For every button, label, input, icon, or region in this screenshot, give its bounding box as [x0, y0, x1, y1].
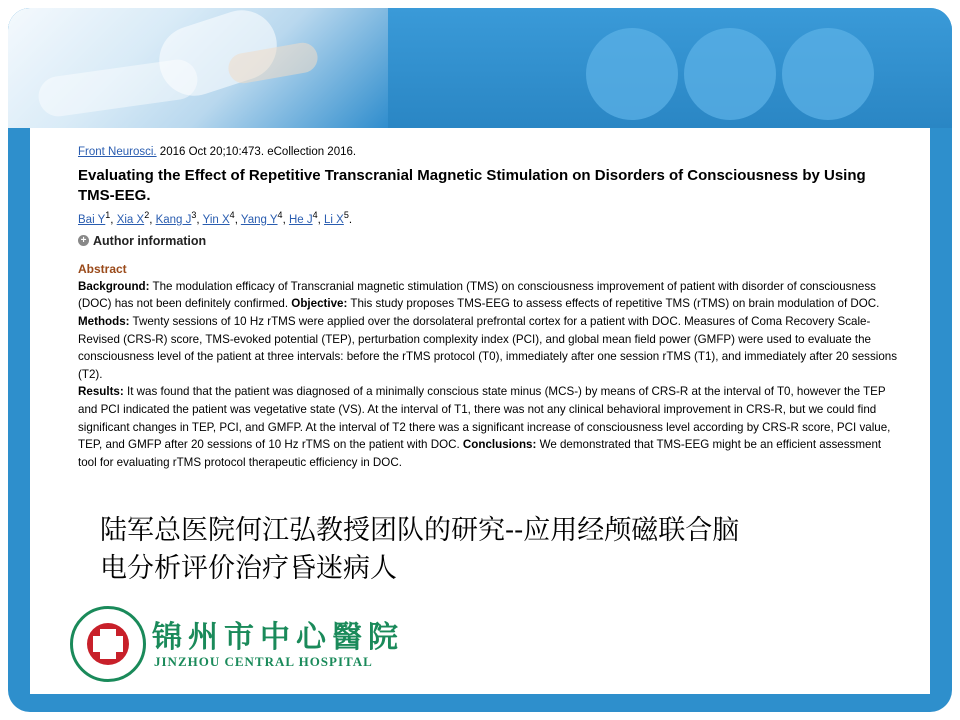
citation-text: 2016 Oct 20;10:473. eCollection 2016.	[156, 146, 357, 158]
background-text: The modulation efficacy of Transcranial magnetic stimulation (TMS) on consciousness improvement of patient with disorder of consciousness (DOC) has not been definitely confirmed.	[78, 279, 876, 311]
author-link[interactable]: Kang J	[155, 213, 192, 226]
author-affiliation: 4	[229, 210, 235, 220]
author-link[interactable]: Yin X	[202, 213, 230, 226]
cross-icon	[93, 636, 123, 652]
paper-title: Evaluating the Effect of Repetitive Transcranial Magnetic Stimulation on Disorders of Consciousness by Using TMS-EEG.	[78, 167, 866, 204]
author-link[interactable]: Xia X	[116, 213, 145, 226]
hospital-name-chinese: 锦州市中心醫院	[152, 620, 404, 655]
header-banner	[8, 8, 952, 128]
caption-line-2: 电分析评价治疗昏迷病人	[100, 553, 397, 584]
paper-screenshot	[78, 146, 898, 471]
slide-frame	[8, 8, 952, 712]
author-link[interactable]: He J	[288, 213, 313, 226]
author-information-label: Author information	[93, 233, 207, 248]
expand-plus-icon[interactable]: +	[78, 235, 89, 246]
chinese-caption	[100, 512, 900, 588]
author-affiliation: 4	[312, 210, 318, 220]
background-label: Background:	[78, 279, 150, 293]
author-information-toggle[interactable]	[78, 234, 898, 248]
caption-line-1: 陆军总医院何江弘教授团队的研究--应用经颅磁联合脑	[100, 515, 740, 546]
journal-link[interactable]: Front Neurosci.	[78, 146, 157, 158]
methods-text: Twenty sessions of 10 Hz rTMS were applied over the dorsolateral prefrontal cortex for a patient with DOC. Measures of Coma Recovery Scale-Revised (CRS-R) score, TMS-evoked potential (TEP), perturbation complexity index (PCI), and global mean field power (GMFP) were used to evaluate the consciousness level of the patient at three intervals: before the rTMS protocol (T0), immediately after one session rTMS (T1), and immediately after 20 sessions (T2).	[78, 315, 898, 381]
author-list: Bai $Y^1$, Xia $X^2$, Kang $J^3$, Yin $X^4$, Yang $Y^4$, He $J^4$, Li $X^5$.	[78, 210, 353, 226]
author-link[interactable]: Li X	[324, 213, 344, 226]
decorative-circle	[684, 28, 776, 120]
methods-label: Methods:	[78, 315, 130, 329]
author-affiliation: 1	[105, 210, 111, 220]
author-link[interactable]: Yang Y	[240, 213, 278, 226]
surgery-photo	[8, 8, 388, 128]
objective-label: Objective:	[291, 297, 348, 311]
hospital-logo-emblem	[70, 606, 146, 682]
objective-text: This study proposes TMS-EEG to assess effects of repetitive TMS (rTMS) on brain modulation of DOC.	[347, 297, 880, 311]
abstract-heading: Abstract	[78, 261, 127, 276]
author-link[interactable]: Bai Y	[78, 213, 106, 226]
decorative-circle	[782, 28, 874, 120]
author-affiliation: 3	[191, 210, 197, 220]
content-panel	[30, 128, 930, 694]
citation-line	[78, 146, 898, 158]
abstract-body	[78, 278, 898, 472]
results-text: It was found that the patient was diagnosed of a minimally conscious state minus (MCS-) by means of CRS-R at the interval of T0, however the TEP and PCI indicated the patient was vegetative state (VS). At the interval of T1, there was not any clinical behavioral improvement in CRS-R, but we could find significant changes in TEP, PCI, and GMFP. At the interval of T2 there was a significant increase of consciousness level according by CRS-R score, PCI value, TEP, and GMFP after 20 sessions of 10 Hz rTMS on the patient with DOC.	[78, 385, 891, 452]
results-label: Results:	[78, 385, 124, 399]
author-affiliation: 4	[277, 210, 283, 220]
conclusions-label: Conclusions:	[462, 438, 537, 452]
author-affiliation: 5	[343, 210, 349, 220]
hospital-name-english: JINZHOU CENTRAL HOSPITAL	[154, 654, 373, 669]
conclusions-text: We demonstrated that TMS-EEG might be an efficient assessment tool for evaluating rTMS protocol therapeutic efficiency in DOC.	[78, 438, 882, 469]
author-affiliation: 2	[144, 210, 150, 220]
decorative-circle	[586, 28, 678, 120]
